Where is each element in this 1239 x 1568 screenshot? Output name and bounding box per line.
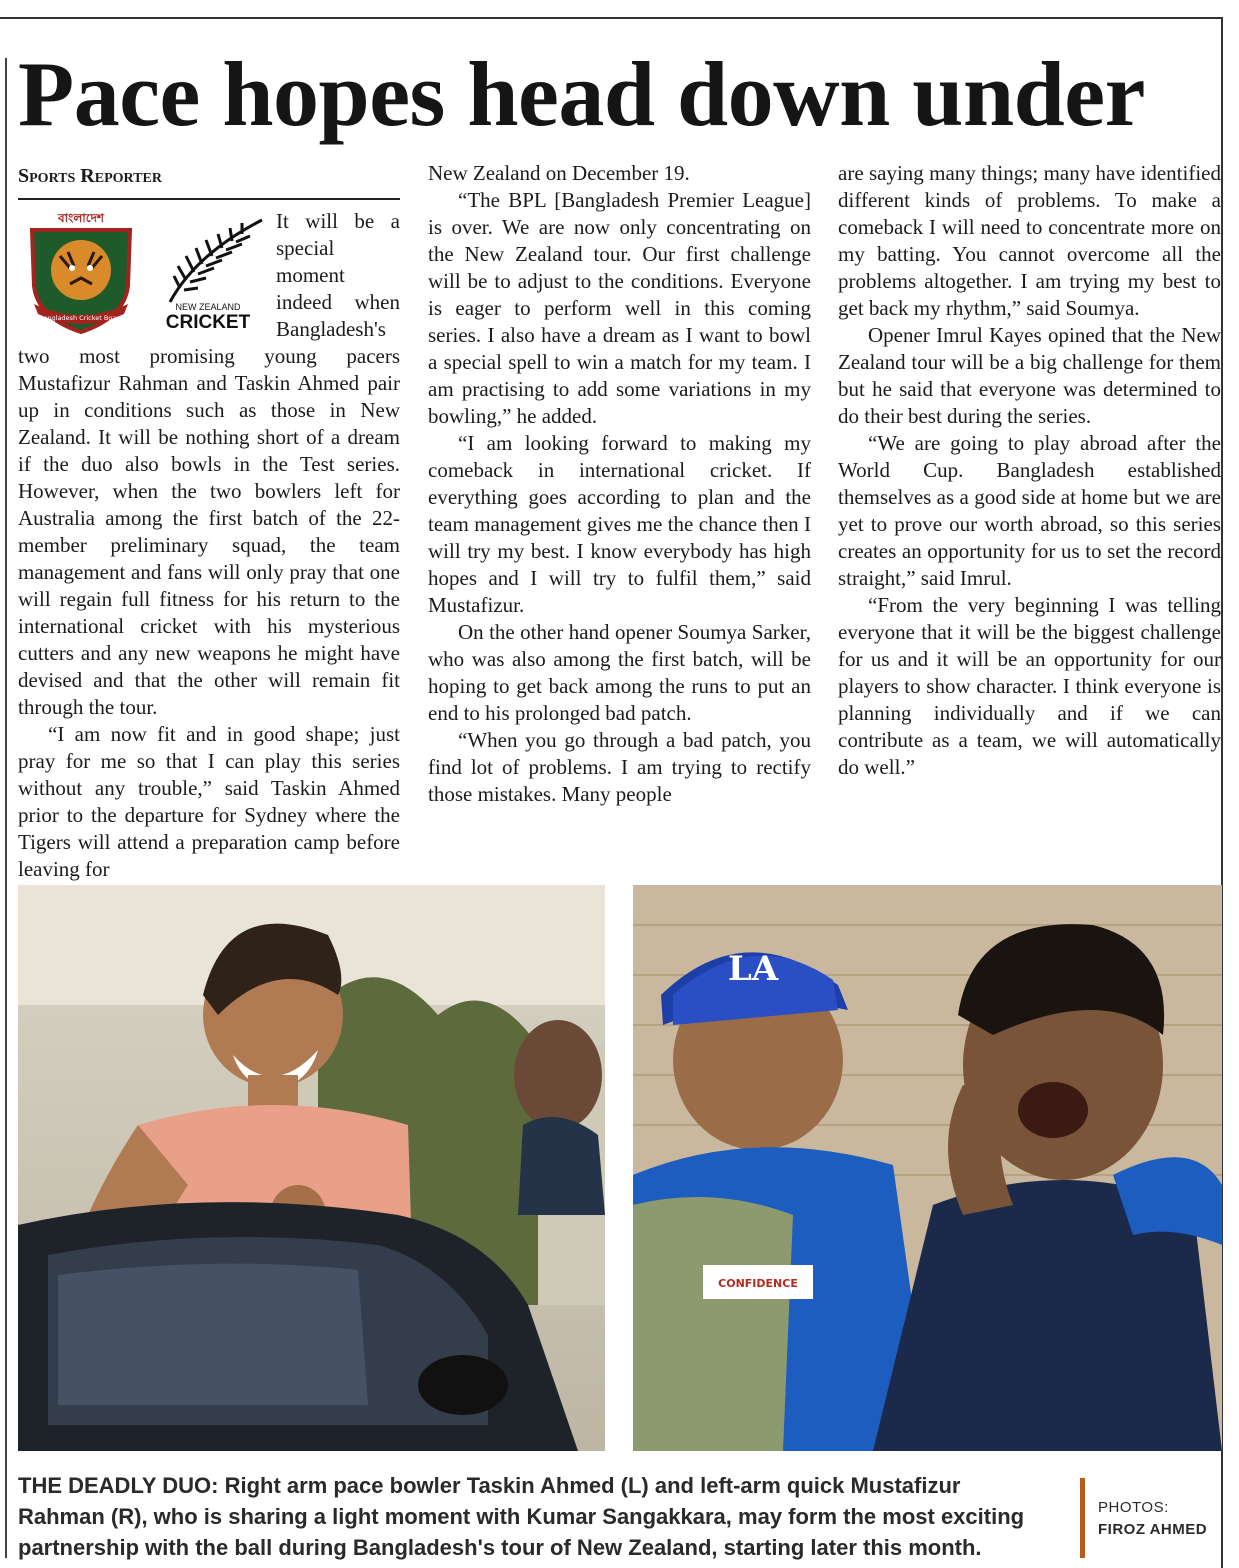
nz-cricket-logo-small-text: NEW ZEALAND xyxy=(175,302,241,312)
article-paragraph: On the other hand opener Soumya Sarker, who was also among the first batch, will be hoping to get back among the runs to put an end to his prolonged bad patch. xyxy=(428,620,811,725)
bcb-logo-bangla-text: বাংলাদেশ xyxy=(58,211,104,225)
article-paragraph: It will be a special moment indeed when Bangladesh's two most promising young pacers Mustafizur Rahman and Taskin Ahmed pair up in conditions such as those in New Zealand. It will be nothing short of a dream if the duo also bowls in the Test series. However, when the two bowlers left for Australia among the first batch of the 22-member preliminary squad, the team management and fans will only pray that one will regain full fitness for his return to the international cricket with his mysterious cutters and any new weapons he might have devised and that the other will remain fit through the tour. xyxy=(18,209,400,719)
article-paragraph: “From the very beginning I was telling everyone that it will be the biggest challenge for us and it will be an opportunity for our players to show character. I think everyone is planning individually and if we can contribute as a team, we will automatically do well.” xyxy=(838,593,1221,779)
bcb-logo-ribbon-text: Bangladesh Cricket Board xyxy=(38,314,124,322)
nz-cricket-logo xyxy=(156,214,266,332)
headline: Pace hopes head down under xyxy=(18,43,1145,145)
column-2-text xyxy=(428,160,811,808)
photo-taskin-ahmed xyxy=(18,885,605,1451)
photo-credit xyxy=(1098,1497,1207,1541)
article-column-2 xyxy=(428,160,811,808)
article-paragraph: are saying many things; many have identified different kinds of problems. To make a comeback I will need to concentrate more on my batting. You cannot overcome all the problems altogether. I am trying my best to get back my rhythm,” said Soumya. xyxy=(838,161,1221,320)
column-3-text xyxy=(838,160,1221,781)
article-paragraph: New Zealand on December 19. xyxy=(428,161,690,185)
article-column-1 xyxy=(18,208,400,883)
logos xyxy=(18,208,268,341)
article-paragraph: “I am now fit and in good shape; just pray for me so that I can play this series without any trouble,” said Taskin Ahmed prior to the departure for Sydney where the Tigers will attend a preparation camp before leaving for xyxy=(18,722,400,881)
photo-credit-label: PHOTOS: xyxy=(1098,1499,1169,1516)
photo-credit-bar xyxy=(1080,1478,1085,1558)
article-paragraph: “I am looking forward to making my comeback in international cricket. If everything goes according to plan and the team management gives me the chance then I will try my best. I know everybody has high hopes and I will try to fulfil them,” said Mustafizur. xyxy=(428,431,811,617)
article-paragraph: “We are going to play abroad after the World Cup. Bangladesh established themselves as a good side at home but we are yet to prove our worth abroad, so this series creates an opportunity for us to set the record straight,” said Imrul. xyxy=(838,431,1221,590)
shirt-sponsor-text: CONFIDENCE xyxy=(718,1277,798,1290)
photo-left-illustration xyxy=(18,885,605,1451)
top-rule xyxy=(0,17,1222,19)
photo-caption: THE DEADLY DUO: Right arm pace bowler Taskin Ahmed (L) and left-arm quick Mustafizur Rahman (R), who is sharing a light moment with Kumar Sangakkara, may form the most exciting partnership with the ball during Bangladesh's tour of New Zealand, starting later this month. xyxy=(18,1473,1025,1560)
left-rule xyxy=(5,58,7,1558)
nz-cricket-logo-big-text: CRICKET xyxy=(165,312,251,332)
article-paragraph: Opener Imrul Kayes opined that the New Zealand tour will be a big challenge for them but he said that everyone was determined to do their best during the series. xyxy=(838,323,1221,428)
article-paragraph: “The BPL [Bangladesh Premier League] is over. We are now only concentrating on the New Zealand tour. Our first challenge will be to adjust to the conditions. Everyone is eager to perform well in this coming series. I also have a dream as I want to bowl a special spell to win a match for my team. I am practising to add some variations in my bowling,” he added. xyxy=(428,188,811,428)
cap-logo-text: LA xyxy=(727,949,779,989)
byline: Sports Reporter xyxy=(18,165,400,200)
bcb-logo xyxy=(20,208,142,336)
article-column-3 xyxy=(838,160,1221,781)
photo-right-illustration xyxy=(633,885,1222,1451)
photo-mustafizur-sangakkara xyxy=(633,885,1222,1451)
photo-credit-name: FIROZ AHMED xyxy=(1098,1521,1208,1538)
article-paragraph: “When you go through a bad patch, you find lot of problems. I am trying to rectify those mistakes. Many people xyxy=(428,728,811,806)
